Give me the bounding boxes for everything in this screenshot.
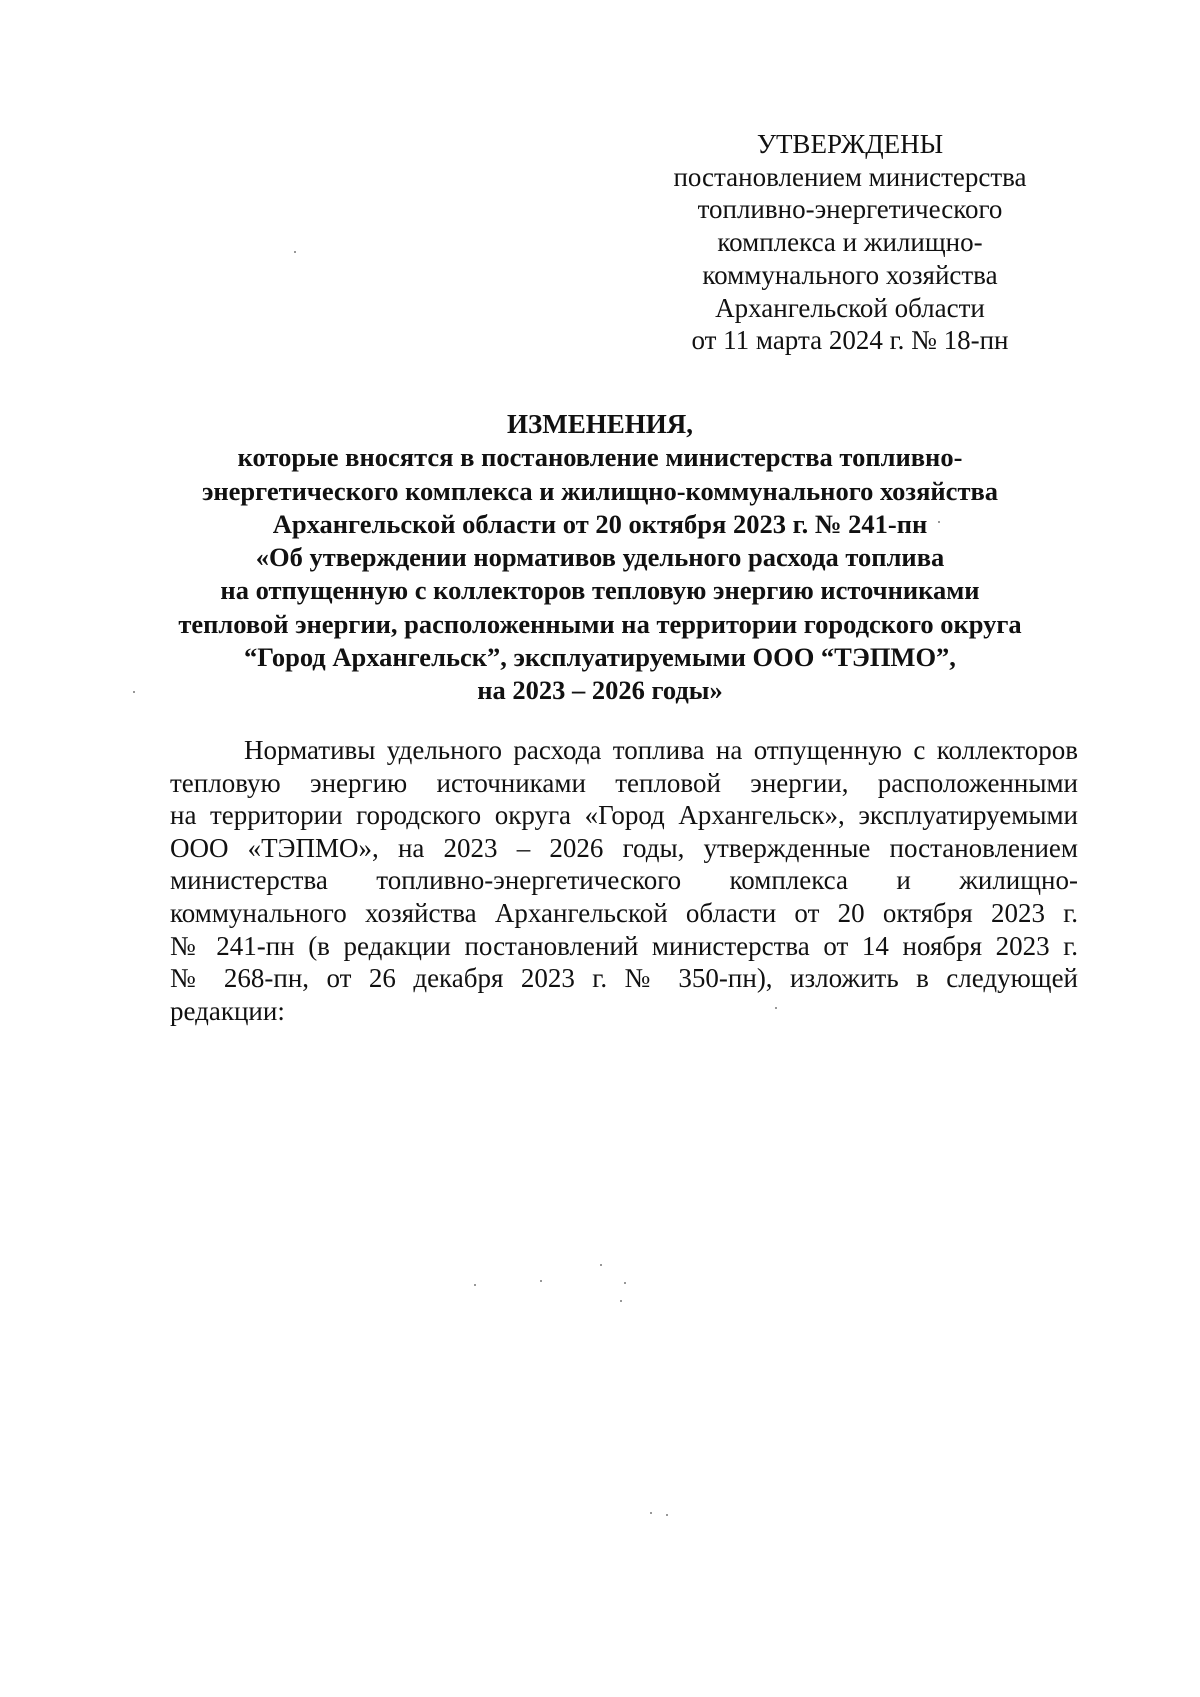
scan-speck: [133, 691, 135, 693]
paragraph-line: Нормативы удельного расхода топлива на отпущенную с коллекторов: [244, 735, 1078, 765]
title-line: Архангельской области от 20 октября 2023 г. № 241-пн: [272, 508, 928, 539]
paragraph-line: тепловую энергию источниками тепловой энергии, расположенными: [170, 767, 1078, 798]
scan-speck: [540, 1280, 542, 1282]
approval-line: топливно-энергетического: [697, 194, 1003, 225]
scan-speck: [294, 251, 296, 253]
document-title: ИЗМЕНЕНИЯ,: [506, 409, 693, 439]
scan-speck: [775, 1007, 777, 1009]
approval-line: комплекса и жилищно-: [717, 227, 983, 258]
paragraph-line: коммунального хозяйства Архангельской области от 20 октября 2023 г.: [170, 897, 1078, 928]
document-title-block: [150, 408, 1050, 708]
approval-line: коммунального хозяйства: [702, 259, 998, 290]
scan-speck: [938, 521, 940, 523]
approval-date-number: от 11 марта 2024 г. № 18-пн: [691, 325, 1009, 356]
scan-speck: [650, 1512, 652, 1514]
scan-speck: [666, 1514, 668, 1516]
paragraph-line: ООО «ТЭПМО», на 2023 – 2026 годы, утвержденные постановлением: [170, 832, 1078, 863]
body-paragraph: [170, 734, 1078, 1027]
approval-heading: УТВЕРЖДЕНЫ: [756, 129, 944, 159]
approval-line: Архангельской области: [715, 292, 985, 323]
paragraph-line: № 268-пн, от 26 декабря 2023 г. № 350-пн), изложить в следующей: [170, 963, 1078, 994]
paragraph-line: на территории городского округа «Город Архангельск», эксплуатируемыми: [170, 800, 1078, 831]
title-line: “Город Архангельск”, эксплуатируемыми ООО “ТЭПМО”,: [244, 642, 956, 673]
scan-speck: [620, 1300, 622, 1302]
approval-line: постановлением министерства: [673, 161, 1027, 192]
approval-block: [640, 128, 1060, 357]
title-line: тепловой энергии, расположенными на территории городского округа: [178, 608, 1022, 639]
scan-speck: [474, 1284, 476, 1286]
paragraph-line: № 241-пн (в редакции постановлений министерства от 14 ноября 2023 г.: [170, 930, 1078, 961]
paragraph-line: редакции:: [170, 995, 285, 1026]
title-line: «Об утверждении нормативов удельного расхода топлива: [255, 542, 945, 573]
scan-speck: [600, 1264, 602, 1266]
scan-speck: [624, 1282, 626, 1284]
paragraph-line: министерства топливно-энергетического комплекса и жилищно-: [170, 865, 1078, 896]
title-line: энергетического комплекса и жилищно-коммунального хозяйства: [201, 475, 999, 506]
title-line: которые вносятся в постановление министерства топливно-: [237, 442, 963, 473]
title-line: на отпущенную с коллекторов тепловую энергию источниками: [220, 575, 980, 606]
title-line: на 2023 – 2026 годы»: [477, 675, 723, 706]
